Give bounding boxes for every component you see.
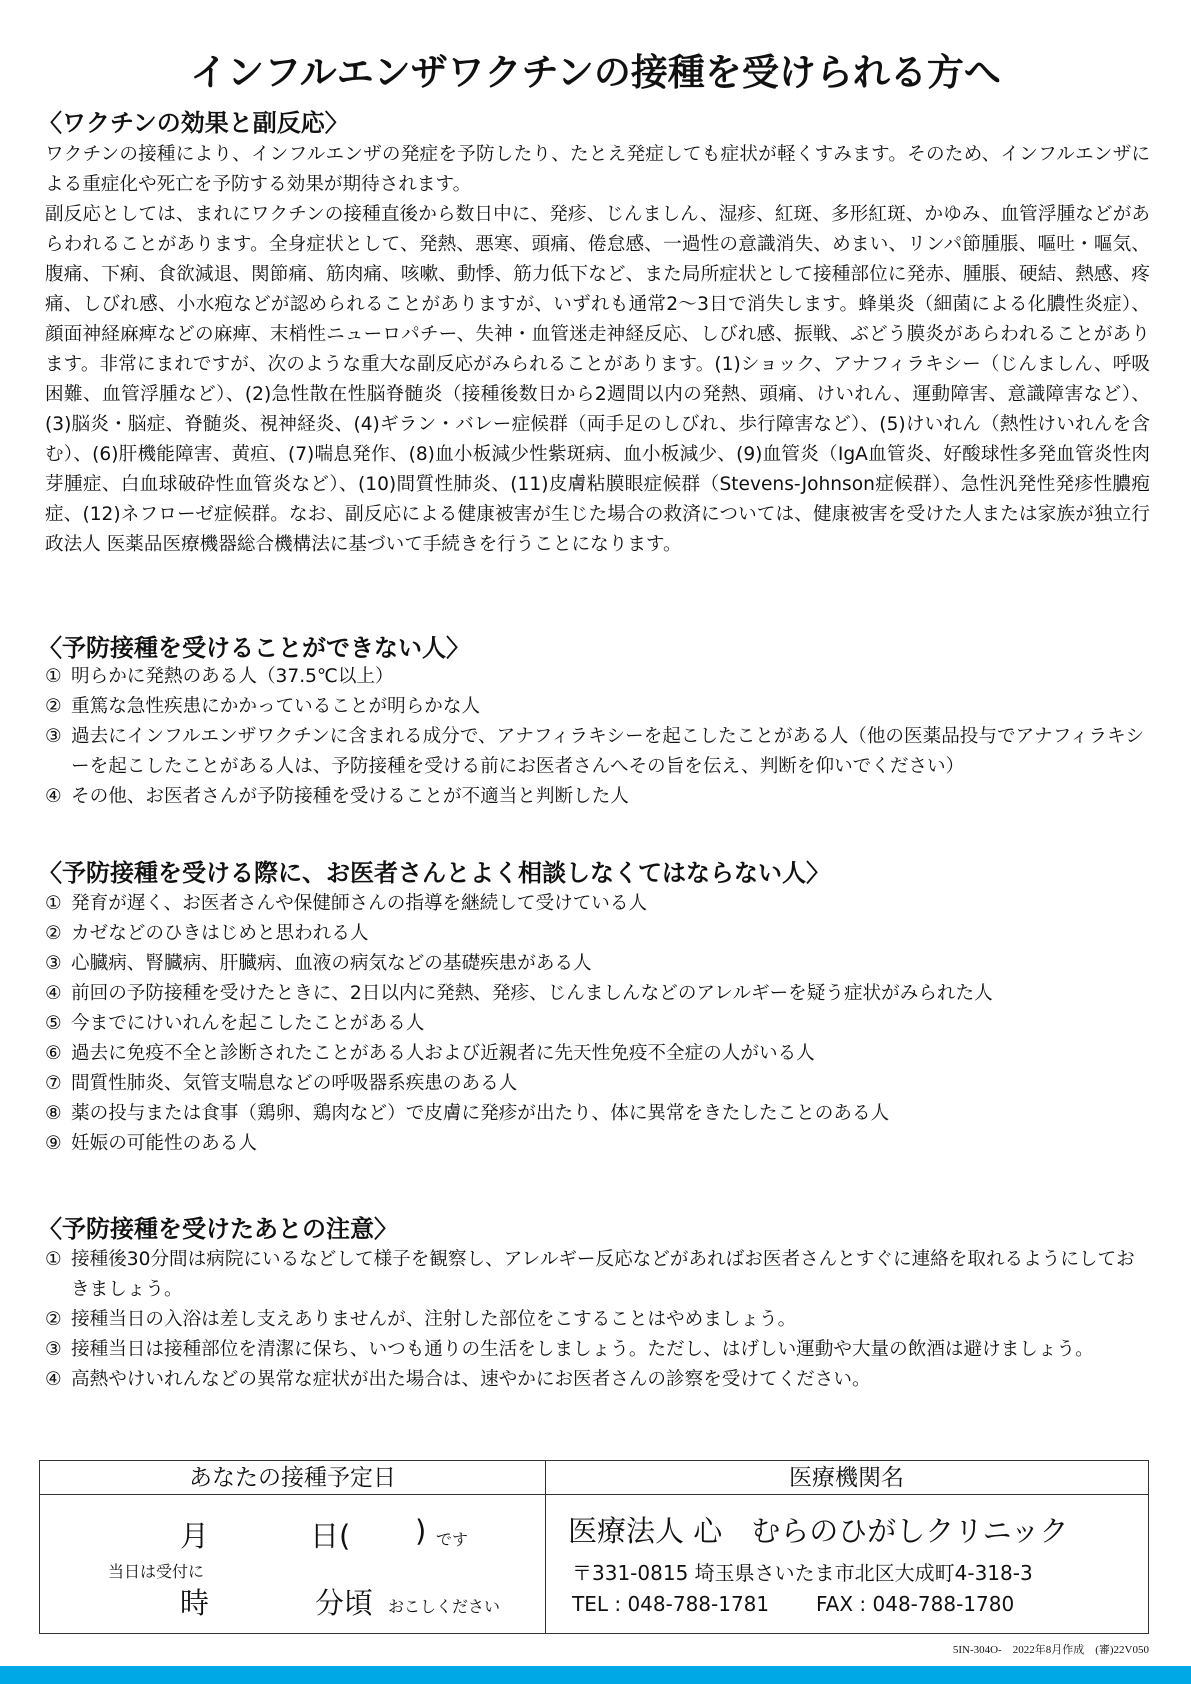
minute-label: 分頃	[315, 1586, 374, 1620]
list-item	[45, 1129, 1150, 1159]
list-cannot-receive	[45, 662, 1150, 812]
item-text: 重篤な急性疾患にかかっていることが明らかな人	[71, 696, 481, 717]
item-number: ②	[45, 696, 62, 717]
item-number: ⑨	[45, 1133, 62, 1154]
item-text: 接種当日は接種部位を清潔に保ち、いつも通りの生活をしましょう。ただし、はげしい運動や大量の飲酒は避けましょう。	[71, 1339, 1094, 1360]
list-item	[45, 1009, 1150, 1039]
list-item	[45, 692, 1150, 722]
item-number: ⑦	[45, 1073, 62, 1094]
item-text: カゼなどのひきはじめと思われる人	[71, 923, 369, 944]
item-number: ④	[45, 786, 62, 807]
item-number: ⑧	[45, 1103, 62, 1124]
list-item	[45, 1039, 1150, 1069]
item-text: 前回の予防接種を受けたときに、2日以内に発熱、発疹、じんましんなどのアレルギーを疑う症状がみられた人	[71, 983, 993, 1004]
item-number: ③	[45, 726, 62, 747]
clinic-fax: FAX : 048-788-1780	[816, 1592, 1015, 1616]
item-text: 薬の投与または食事（鶏卵、鶏肉など）で皮膚に発疹が出たり、体に異常をきたしたことのある人	[71, 1103, 890, 1124]
paragraph: 副反応としては、まれにワクチンの接種直後から数日中に、発疹、じんましん、湿疹、紅斑、多形紅斑、かゆみ、血管浮腫などがあらわれることがあります。全身症状として、発熱、悪寒、頭痛、倦怠感、一過性の意識消失、めまい、リンパ節腫脹、嘔吐・嘔気、腹痛、下痢、食欲減退、関節痛、筋肉痛、咳嗽、動悸、筋力低下など、また局所症状として接種部位に発赤、腫脹、硬結、熱感、疼痛、しびれ感、小水疱などが認められることがありますが、いずれも通常2〜3日で消失します。蜂巣炎（細菌による化膿性炎症）、顔面神経麻痺などの麻痺、末梢性ニューロパチー、失神・血管迷走神経反応、しびれ感、振戦、ぶどう膜炎があらわれることがあります。非常にまれですが、次のような重大な副反応がみられることがあります。(1)ショック、アナフィラキシー（じんましん、呼吸困難、血管浮腫など）、(2)急性散在性脳脊髄炎（接種後数日から2週間以内の発熱、頭痛、けいれん、運動障害、意識障害など）、(3)脳炎・脳症、脊髄炎、視神経炎、(4)ギラン・バレー症候群（両手足のしびれ、歩行障害など）、(5)けいれん（熱性けいれんを含む）、(6)肝機能障害、黄疸、(7)喘息発作、(8)血小板減少性紫斑病、血小板減少、(9)血管炎（IgA血管炎、好酸球性多発血管炎性肉芽腫症、白血球破砕性血管炎など）、(10)間質性肺炎、(11)皮膚粘膜眼症候群（Stevens-Johnson症候群）、急性汎発性発疹性膿疱症、(12)ネフローゼ症候群。なお、副反応による健康被害が生じた場合の救済については、健康被害を受けた人または家族が独立行政法人 医薬品医療機器総合機構法に基づいて手続きを行うことになります。	[45, 204, 1150, 555]
item-text: 心臓病、腎臓病、肝臓病、血液の病気などの基礎疾患がある人	[71, 953, 592, 974]
day-label: 日(	[310, 1519, 351, 1553]
section-heading-cannot-receive: 〈予防接種を受けることができない人〉	[38, 634, 470, 662]
list-item	[45, 1305, 1150, 1335]
clinic-header: 医療機関名	[545, 1461, 1148, 1495]
reception-note: 当日は受付に	[108, 1562, 205, 1581]
list-item	[45, 919, 1150, 949]
section-heading-consult: 〈予防接種を受ける際に、お医者さんとよく相談しなくてはならない人〉	[38, 859, 830, 887]
item-number: ④	[45, 1369, 62, 1390]
please-come-label: おこしください	[388, 1597, 501, 1616]
item-text: 過去に免疫不全と診断されたことがある人および近親者に先天性免疫不全症の人がいる人	[71, 1043, 815, 1064]
list-item	[45, 1365, 1150, 1395]
section-effects-body	[45, 140, 1150, 560]
list-item	[45, 722, 1150, 782]
list-item	[45, 1245, 1150, 1305]
item-number: ③	[45, 1339, 62, 1360]
item-text: 今までにけいれんを起こしたことがある人	[71, 1013, 425, 1034]
hour-label: 時	[180, 1586, 210, 1620]
list-item	[45, 1099, 1150, 1129]
page-title: インフルエンザワクチンの接種を受けられる方へ	[190, 51, 1001, 94]
item-number: ①	[45, 666, 62, 687]
list-item	[45, 1069, 1150, 1099]
item-text: 発育が遅く、お医者さんや保健師さんの指導を継続して受けている人	[71, 893, 648, 914]
divider	[545, 1461, 546, 1633]
list-item	[45, 949, 1150, 979]
item-number: ①	[45, 893, 62, 914]
section-heading-effects: 〈ワクチンの効果と副反応〉	[38, 109, 349, 137]
list-item	[45, 889, 1150, 919]
list-item	[45, 782, 1150, 812]
appointment-date-header: あなたの接種予定日	[40, 1461, 545, 1495]
section-heading-after-care: 〈予防接種を受けたあとの注意〉	[38, 1215, 398, 1243]
item-number: ③	[45, 953, 62, 974]
item-number: ⑤	[45, 1013, 62, 1034]
list-item	[45, 1335, 1150, 1365]
item-text: その他、お医者さんが予防接種を受けることが不適当と判断した人	[71, 786, 629, 807]
item-number: ②	[45, 923, 62, 944]
clinic-name: 医療法人 心 むらのひがしクリニック	[568, 1514, 1069, 1548]
item-text: 過去にインフルエンザワクチンに含まれる成分で、アナフィラキシーを起こしたことがある人（他の医薬品投与でアナフィラキシーを起こしたことがある人は、予防接種を受ける前にお医者さんへその旨を伝え、判断を仰いでください）	[71, 726, 1145, 777]
item-number: ⑥	[45, 1043, 62, 1064]
item-text: 接種後30分間は病院にいるなどして様子を観察し、アレルギー反応などがあればお医者さんとすぐに連絡を取れるようにしておきましょう。	[71, 1249, 1135, 1300]
item-text: 妊娠の可能性のある人	[71, 1133, 257, 1154]
footer-code: 5IN-304O- 2022年8月作成 (審)22V050	[952, 1644, 1149, 1656]
item-text: 明らかに発熱のある人（37.5℃以上）	[71, 666, 394, 687]
list-consult	[45, 889, 1150, 1159]
day-close: )	[415, 1514, 427, 1548]
item-number: ④	[45, 983, 62, 1004]
clinic-tel: TEL : 048-788-1781	[572, 1592, 770, 1616]
appointment-table	[39, 1460, 1149, 1634]
paragraph: ワクチンの接種により、インフルエンザの発症を予防したり、たとえ発症しても症状が軽くすみます。そのため、インフルエンザによる重症化や死亡を予防する効果が期待されます。	[45, 144, 1150, 195]
item-number: ①	[45, 1249, 62, 1270]
item-text: 間質性肺炎、気管支喘息などの呼吸器系疾患のある人	[71, 1073, 518, 1094]
clinic-address: 〒331-0815 埼玉県さいたま市北区大成町4-318-3	[572, 1561, 1033, 1585]
desu-label: です	[436, 1530, 469, 1549]
month-label: 月	[180, 1519, 210, 1553]
list-item	[45, 979, 1150, 1009]
list-after-care	[45, 1245, 1150, 1395]
list-item	[45, 662, 1150, 692]
item-text: 高熱やけいれんなどの異常な症状が出た場合は、速やかにお医者さんの診察を受けてください。	[71, 1369, 871, 1390]
item-number: ②	[45, 1309, 62, 1330]
item-text: 接種当日の入浴は差し支えありませんが、注射した部位をこすることはやめましょう。	[71, 1309, 797, 1330]
bottom-color-bar	[0, 1666, 1191, 1684]
